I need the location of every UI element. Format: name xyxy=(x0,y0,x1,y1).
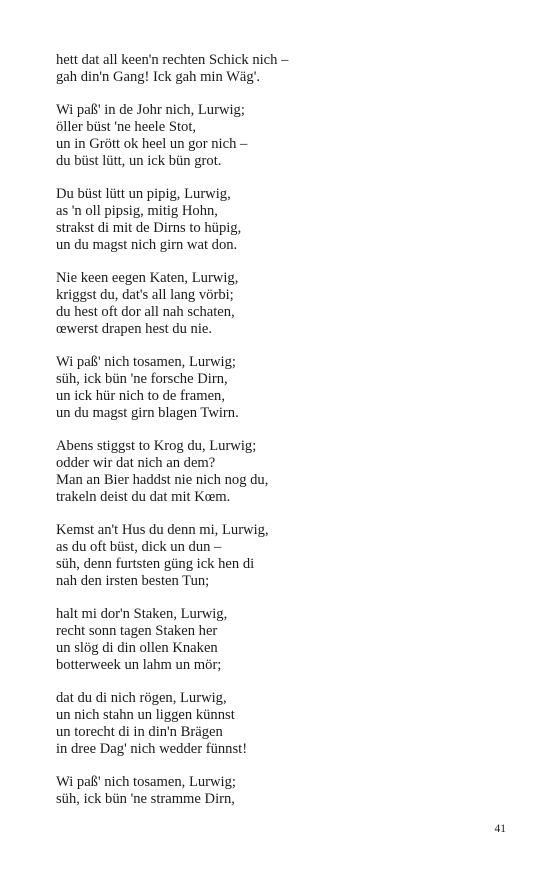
stanza xyxy=(56,606,496,673)
poem-line: Wi paß' nich tosamen, Lurwig; xyxy=(56,354,236,371)
poem-line: in dree Dag' nich wedder fünnst! xyxy=(56,740,248,757)
stanza xyxy=(56,102,496,169)
stanza xyxy=(56,438,496,505)
poem-line: botterweek un lahm un mör; xyxy=(56,656,222,673)
poem-line: un slög di din ollen Knaken xyxy=(56,639,218,656)
stanza xyxy=(56,186,496,253)
poem-line: œwerst drapen hest du nie. xyxy=(56,320,213,337)
poem-line: dat du di nich rögen, Lurwig, xyxy=(56,690,227,707)
stanza xyxy=(56,774,496,808)
poem-line: Man an Bier haddst nie nich nog du, xyxy=(56,471,269,488)
stanza xyxy=(56,270,496,337)
poem-text xyxy=(56,52,496,825)
poem-line: du hest oft dor all nah schaten, xyxy=(56,303,235,320)
poem-line: gah din'n Gang! Ick gah min Wäg'. xyxy=(56,68,260,85)
poem-line: recht sonn tagen Staken her xyxy=(56,623,218,640)
poem-line: un du magst girn blagen Twirn. xyxy=(56,404,239,421)
stanza xyxy=(56,354,496,421)
poem-line: du büst lütt, un ick bün grot. xyxy=(56,152,222,169)
poem-line: Wi paß' in de Johr nich, Lurwig; xyxy=(56,102,245,119)
poem-line: süh, ick bün 'ne stramme Dirn, xyxy=(56,791,235,808)
poem-line: nah den irsten besten Tun; xyxy=(56,572,210,589)
poem-line: hett dat all keen'n rechten Schick nich – xyxy=(56,52,289,68)
stanza xyxy=(56,522,496,589)
poem-line: süh, denn furtsten güng ick hen di xyxy=(56,555,255,572)
page-number: 41 xyxy=(494,823,506,835)
poem-line: un ick hür nich to de framen, xyxy=(56,387,225,404)
poem-line: Du büst lütt un pipig, Lurwig, xyxy=(56,186,231,203)
poem-line: Wi paß' nich tosamen, Lurwig; xyxy=(56,774,236,791)
poem-line: trakeln deist du dat mit Kœm. xyxy=(56,488,231,505)
poem-line: Kemst an't Hus du denn mi, Lurwig, xyxy=(56,522,269,539)
poem-line: as 'n oll pipsig, mitig Hohn, xyxy=(56,203,218,220)
poem-line: un torecht di in din'n Brägen xyxy=(56,723,223,740)
poem-line: kriggst du, dat's all lang vörbi; xyxy=(56,287,234,304)
stanza xyxy=(56,690,496,757)
poem-line: süh, ick bün 'ne forsche Dirn, xyxy=(56,371,228,388)
stanza xyxy=(56,52,496,86)
poem-line: un nich stahn un liggen künnst xyxy=(56,707,235,724)
poem-line: Abens stiggst to Krog du, Lurwig; xyxy=(56,438,257,455)
poem-line: öller büst 'ne heele Stot, xyxy=(56,119,197,136)
poem-line: odder wir dat nich an dem? xyxy=(56,455,216,472)
poem-line: un in Grött ok heel un gor nich – xyxy=(56,135,248,152)
poem-line: halt mi dor'n Staken, Lurwig, xyxy=(56,606,228,623)
poem-line: as du oft büst, dick un dun – xyxy=(56,539,222,556)
poem-line: Nie keen eegen Katen, Lurwig, xyxy=(56,270,239,287)
poem-line: strakst di mit de Dirns to hüpig, xyxy=(56,219,242,236)
poem-line: un du magst nich girn wat don. xyxy=(56,236,238,253)
